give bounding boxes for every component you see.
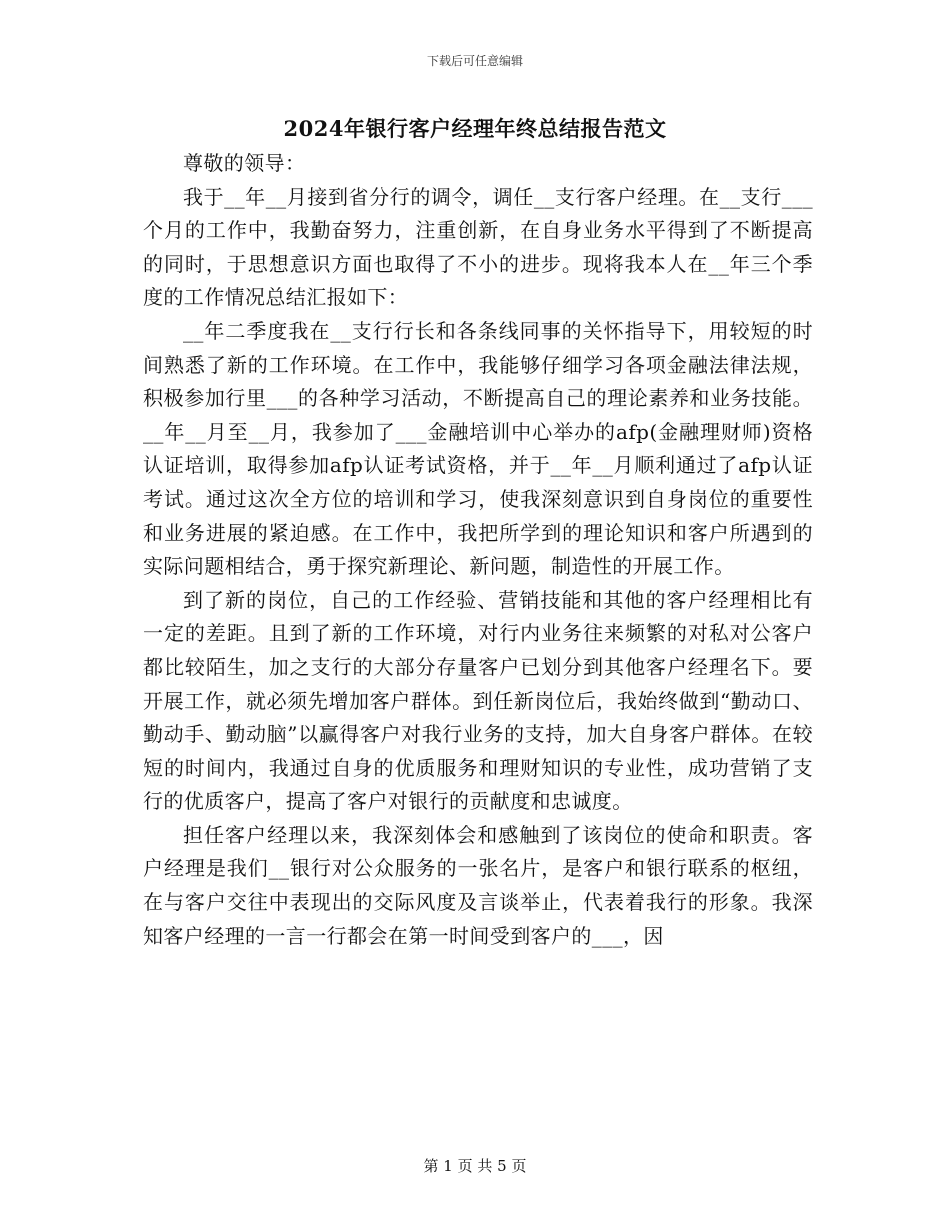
paragraph-4: 担任客户经理以来，我深刻体会和感触到了该岗位的使命和职责。客户经理是我们__银行对公众服务的一张名片，是客户和银行联系的枢纽，在与客户交往中表现出的交际风度及言谈举止，代表着我行的形象。我深知客户经理的一言一行都会在第一时间受到客户的___，因 [143,822,813,948]
document-body [143,147,813,953]
page-footer: 第 1 页 共 5 页 [423,1157,527,1175]
paragraph-2: __年二季度我在__支行行长和各条线同事的关怀指导下，用较短的时间熟悉了新的工作环境。在工作中，我能够仔细学习各项金融法律法规，积极参加行里___的各种学习活动，不断提高自己的理论素养和业务技能。__年__月至__月，我参加了___金融培训中心举办的afp(金融理财师)资格认证培训，取得参加afp认证考试资格，并于__年__月顺利通过了afp认证考试。通过这次全方位的培训和学习，使我深刻意识到自身岗位的重要性和业务进展的紧迫感。在工作中，我把所学到的理论知识和客户所遇到的实际问题相结合，勇于探究新理论、新问题，制造性的开展工作。 [143,318,813,579]
salutation: 尊敬的领导： [183,151,306,175]
paragraph-3: 到了新的岗位，自己的工作经验、营销技能和其他的客户经理相比有一定的差距。且到了新的工作环境，对行内业务往来频繁的对私对公客户都比较陌生，加之支行的大部分存量客户已划分到其他客户经理名下。要开展工作，就必须先增加客户群体。到任新岗位后，我始终做到“勤动口、勤动手、勤动脑”以赢得客户对我行业务的支持，加大自身客户群体。在较短的时间内，我通过自身的优质服务和理财知识的专业性，成功营销了支行的优质客户，提高了客户对银行的贡献度和忠诚度。 [143,587,813,814]
header-note: 下载后可任意编辑 [426,54,523,68]
paragraph-1: 我于__年__月接到省分行的调令，调任__支行客户经理。在__支行___个月的工作中，我勤奋努力，注重创新，在自身业务水平得到了不断提高的同时，于思想意识方面也取得了不小的进步。现将我本人在__年三个季度的工作情况总结汇报如下： [143,184,813,310]
document-title: 2024年银行客户经理年终总结报告范文 [283,116,667,141]
